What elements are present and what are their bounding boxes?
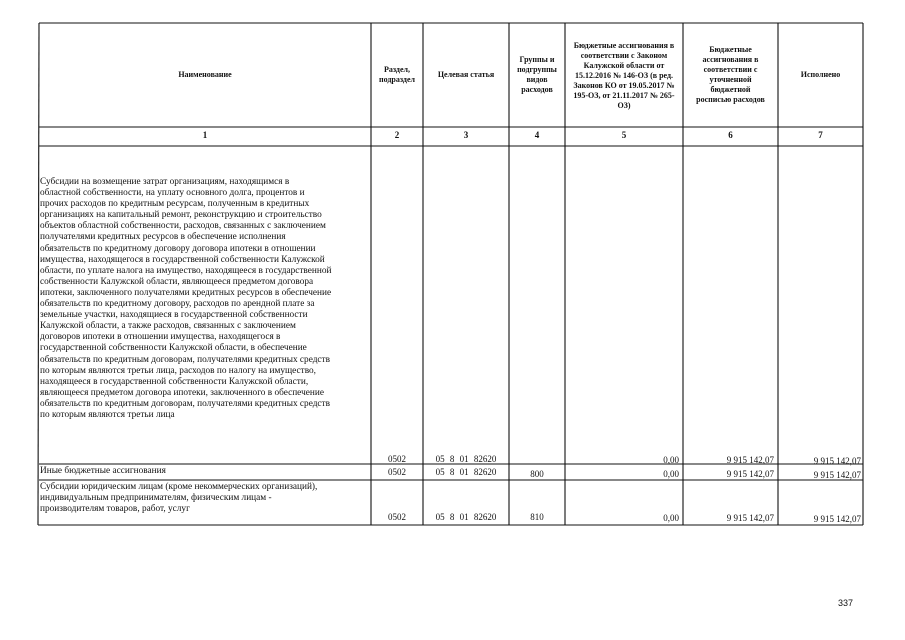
table-row-3-name: Субсидии юридическим лицам (кроме некоммерческих организаций), индивидуальным предпринимателям, физическим лицам - производителям товаров, работ, услуг xyxy=(40,482,318,515)
header-budget-refined: Бюджетные ассигнования в соответствии с уточненной бюджетной росписью расходов xyxy=(696,45,765,104)
table-row-2-group: 800 xyxy=(530,469,544,479)
header-executed: Исполнено xyxy=(800,70,841,79)
table-row-1-name: Субсидии на возмещение затрат организациям, находящимся в областной собственности, на уплату основного долга, процентов и прочих расходов по кредитным ресурсам, полученным в кредитных организациях на капитальный ремонт, реконструкцию и строительство объектов областной собственности, расходов, связанных с заключением получателями кредитных ресурсов в обеспечение исполнения обязательств по кредитному договору договора ипотеки в отношении имущества, находящегося в государственной собственности Калужской области, по уплате налога на имущество, находящееся в государственной собственности Калужской области, являющееся предметом договора ипотеки, заключенного получателями кредитных ресурсов в обеспечение обязательств по кредитному договору, расходов по арендной плате за земельные участки, находящиеся в государственной собственности Калужской области, а также расходов, связанных с заключением договоров ипотеки в отношении имущества, находящегося в государственной собственности Калужской области, в обеспечение обязательств по кредитным договорам, получателями кредитных средств по которым являются третьи лица, расходов по налогу на имущество, находящееся в государственной собственности Калужской области, являющееся предметом договора ипотеки, заключенного в обеспечение обязательств по кредитным договорам, получателями кредитных средств по которым являются третьи лица xyxy=(40,177,332,420)
column-number-4: 4 xyxy=(534,130,540,140)
table-row-3-budget-law: 0,00 xyxy=(663,513,679,523)
header-group: Группы и подгруппы видов расходов xyxy=(517,55,557,94)
table-row-1-budget-refined: 9 915 142,07 xyxy=(726,455,774,465)
header-name: Наименование xyxy=(178,70,232,79)
column-number-6: 6 xyxy=(728,130,733,140)
column-number-1: 1 xyxy=(202,130,208,140)
table-row-1-section: 0502 xyxy=(388,454,406,464)
header-section: Раздел, подраздел xyxy=(378,65,416,84)
column-number-3: 3 xyxy=(463,130,469,140)
table-row-3-executed: 9 915 142,07 xyxy=(813,514,861,524)
table-row-1-executed: 9 915 142,07 xyxy=(813,456,861,466)
table-row-2-executed: 9 915 142,07 xyxy=(813,470,861,480)
table-row-1-budget-law: 0,00 xyxy=(663,455,679,465)
table-row-2-name: Иные бюджетные ассигнования xyxy=(40,466,166,476)
table-row-2-budget-refined: 9 915 142,07 xyxy=(726,469,774,479)
table-row-2-budget-law: 0,00 xyxy=(663,469,679,479)
header-target: Целевая статья xyxy=(437,70,495,79)
page-number: 337 xyxy=(838,598,854,608)
table-row-3-section: 0502 xyxy=(388,512,406,522)
column-number-5: 5 xyxy=(621,130,627,140)
table-row-3-target: 05 8 01 82620 xyxy=(435,512,497,522)
header-budget-law: Бюджетные ассигнования в соответствии с Законом Калужской области от 15.12.2016 № 146-ОЗ (в ред. Законов КО от 19.05.2017 № 195-ОЗ, от 21.11.2017 № 265-ОЗ) xyxy=(573,41,675,110)
column-number-7: 7 xyxy=(818,130,823,140)
table-row-2-target: 05 8 01 82620 xyxy=(435,467,497,477)
table-row-1-target: 05 8 01 82620 xyxy=(435,454,497,464)
table-row-2-section: 0502 xyxy=(388,467,406,477)
table-row-3-budget-refined: 9 915 142,07 xyxy=(726,513,774,523)
column-number-2: 2 xyxy=(394,130,400,140)
table-row-3-group: 810 xyxy=(530,512,544,522)
